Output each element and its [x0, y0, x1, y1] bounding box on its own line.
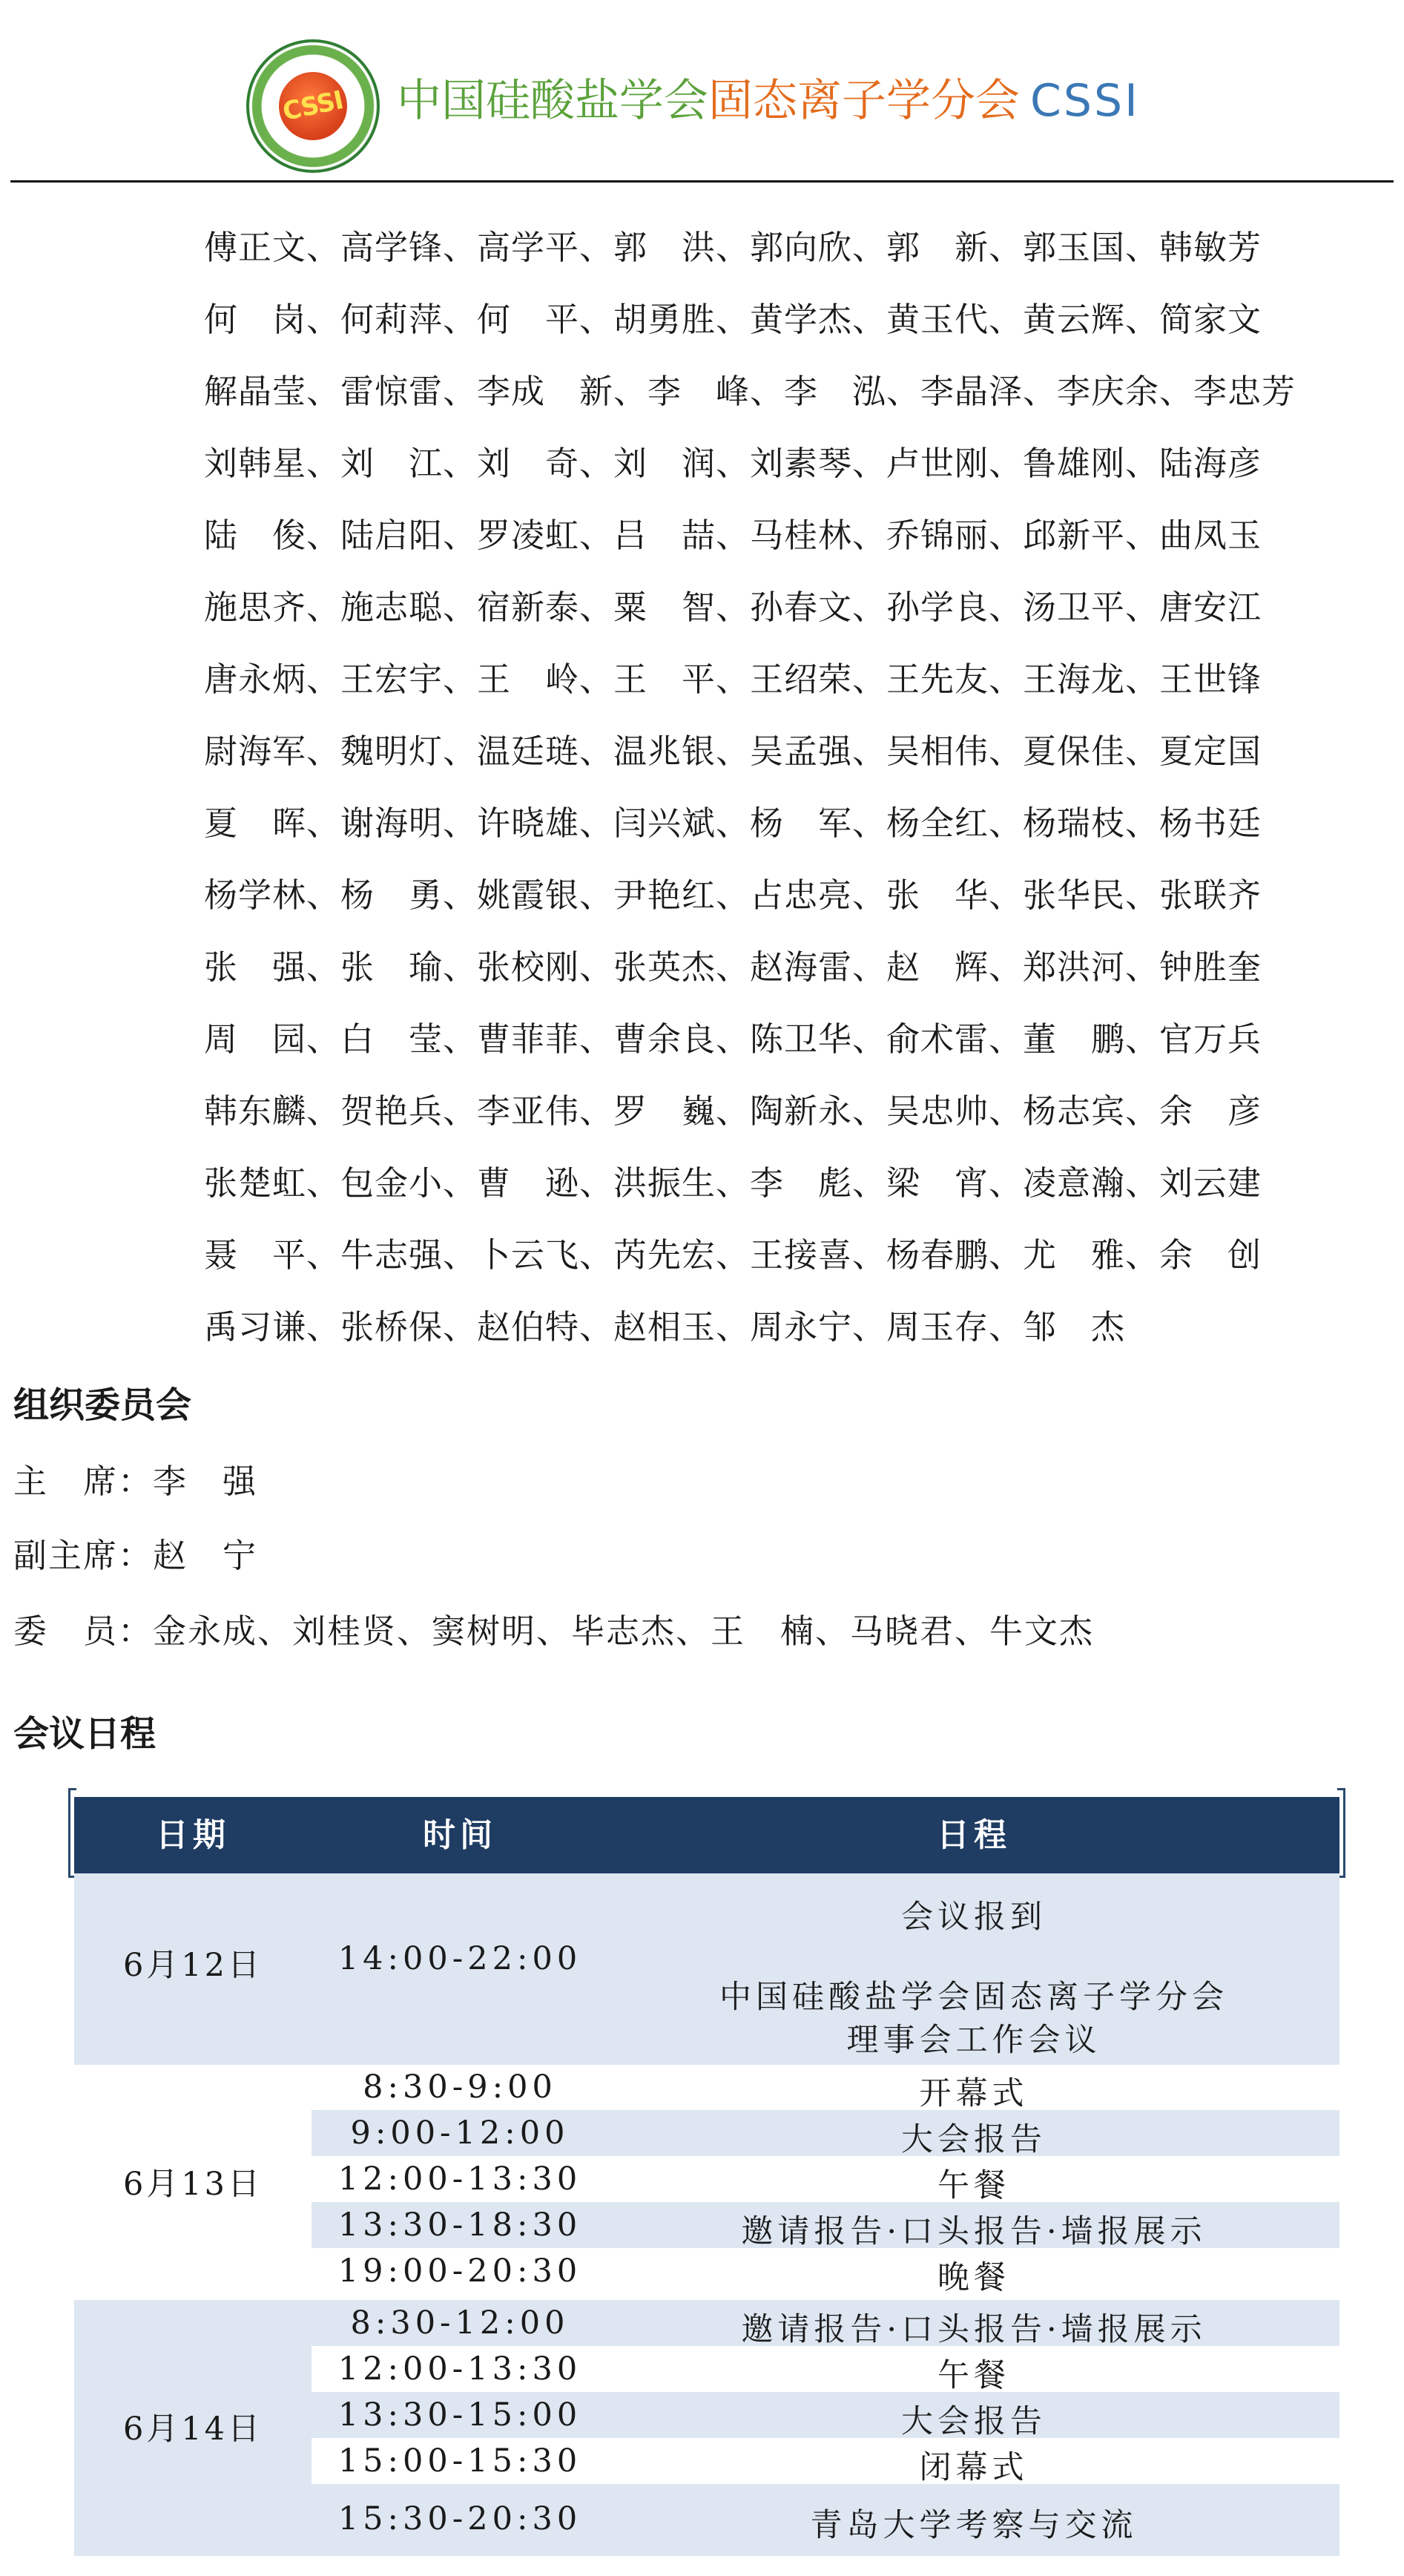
table-header — [74, 1797, 1339, 1873]
page-header — [0, 0, 1404, 182]
logo-emblem — [279, 72, 347, 140]
schedule-title: 会议日程 — [13, 1713, 156, 1755]
committee-chair: 主 席：李 强 — [13, 1462, 258, 1501]
program-cell: 青岛大学考察与交流 — [810, 2507, 1138, 2544]
header-program: 日程 — [937, 1816, 1011, 1854]
name-row: 尉海军、魏明灯、温廷琏、温兆银、吴孟强、吴相伟、夏保佳、夏定国 — [204, 732, 1262, 771]
brand-society: 中国硅酸盐学会 — [397, 75, 708, 127]
name-row: 何 岗、何莉萍、何 平、胡勇胜、黄学杰、黄玉代、黄云辉、简家文 — [204, 300, 1262, 339]
header-divider — [10, 180, 1394, 183]
name-row: 施思齐、施志聪、宿新泰、粟 智、孙春文、孙学良、汤卫平、唐安江 — [204, 588, 1262, 627]
header-time: 时间 — [423, 1816, 497, 1854]
society-logo — [246, 39, 380, 173]
program-cell: 午餐 — [937, 2357, 1010, 2394]
logo-text: CSSI — [280, 85, 346, 128]
member-name-list — [204, 211, 1361, 1363]
time-cell: 15:30-20:30 — [337, 2500, 582, 2537]
program-cell: 午餐 — [937, 2167, 1010, 2204]
brand-branch: 固态离子学分会 — [708, 75, 1020, 127]
program-cell: 会议报到 — [901, 1899, 1047, 1936]
brand-abbr: CSSI — [1030, 75, 1140, 127]
time-cell: 8:30-9:00 — [363, 2069, 557, 2106]
program-cell: 邀请报告·口头报告·墙报展示 — [741, 2213, 1207, 2250]
time-cell: 13:30-15:00 — [337, 2396, 582, 2434]
date-cell: 6月14日 — [122, 2411, 263, 2448]
organizing-committee-title: 组织委员会 — [13, 1384, 192, 1426]
name-row: 禹习谦、张桥保、赵伯特、赵相玉、周永宁、周玉存、邹 杰 — [204, 1307, 1126, 1347]
name-row: 夏 晖、谢海明、许晓雄、闫兴斌、杨 军、杨全红、杨瑞枝、杨书廷 — [204, 804, 1262, 843]
time-cell: 9:00-12:00 — [350, 2115, 570, 2152]
brand-title — [397, 71, 1140, 131]
name-row: 杨学林、杨 勇、姚霞银、尹艳红、占忠亮、张 华、张华民、张联齐 — [204, 875, 1262, 915]
program-cell: 开幕式 — [919, 2075, 1029, 2112]
committee-members: 委 员：金永成、刘桂贤、窦树明、毕志杰、王 楠、马晓君、牛文杰 — [13, 1611, 1095, 1651]
time-cell: 12:00-13:30 — [337, 2350, 582, 2388]
name-row: 刘韩星、刘 江、刘 奇、刘 润、刘素琴、卢世刚、鲁雄刚、陆海彦 — [204, 444, 1262, 483]
program-cell: 大会报告 — [901, 2403, 1047, 2440]
time-cell: 13:30-18:30 — [337, 2207, 582, 2244]
program-cell: 晚餐 — [937, 2259, 1010, 2296]
name-row: 韩东麟、贺艳兵、李亚伟、罗 巍、陶新永、吴忠帅、杨志宾、余 彦 — [204, 1091, 1262, 1131]
time-cell: 19:00-20:30 — [337, 2253, 582, 2290]
header-date: 日期 — [156, 1816, 230, 1854]
name-row: 唐永炳、王宏宇、王 岭、王 平、王绍荣、王先友、王海龙、王世锋 — [204, 660, 1262, 699]
committee-vice-chair: 副主席：赵 宁 — [13, 1536, 258, 1575]
program-cell: 闭幕式 — [919, 2449, 1029, 2486]
name-row: 张 强、张 瑜、张校刚、张英杰、赵海雷、赵 辉、郑洪河、钟胜奎 — [204, 947, 1262, 987]
time-cell: 12:00-13:30 — [337, 2161, 582, 2198]
program-cell: 大会报告 — [901, 2121, 1047, 2158]
name-row: 周 园、白 莹、曹菲菲、曹余良、陈卫华、俞术雷、董 鹏、官万兵 — [204, 1019, 1262, 1059]
program-cell: 邀请报告·口头报告·墙报展示 — [741, 2311, 1207, 2348]
name-row: 傅正文、高学锋、高学平、郭 洪、郭向欣、郭 新、郭玉国、韩敏芳 — [204, 228, 1262, 267]
time-cell: 14:00-22:00 — [337, 1940, 582, 1977]
name-row: 解晶莹、雷惊雷、李成 新、李 峰、李 泓、李晶泽、李庆余、李忠芳 — [204, 372, 1296, 411]
schedule-table — [74, 1788, 1339, 2556]
time-cell: 8:30-12:00 — [350, 2304, 570, 2342]
name-row: 张楚虹、包金小、曹 逊、洪振生、李 彪、梁 宵、凌意瀚、刘云建 — [204, 1163, 1262, 1203]
name-row: 陆 俊、陆启阳、罗凌虹、吕 喆、马桂林、乔锦丽、邱新平、曲凤玉 — [204, 516, 1262, 555]
time-cell: 15:00-15:30 — [337, 2442, 582, 2480]
name-row: 聂 平、牛志强、卜云飞、芮先宏、王接喜、杨春鹏、尤 雅、余 创 — [204, 1235, 1262, 1275]
date-cell: 6月12日 — [122, 1947, 263, 1984]
program-cell: 中国硅酸盐学会固态离子学分会 — [719, 1979, 1228, 2016]
date-cell: 6月13日 — [122, 2166, 263, 2203]
program-cell: 理事会工作会议 — [846, 2022, 1101, 2059]
